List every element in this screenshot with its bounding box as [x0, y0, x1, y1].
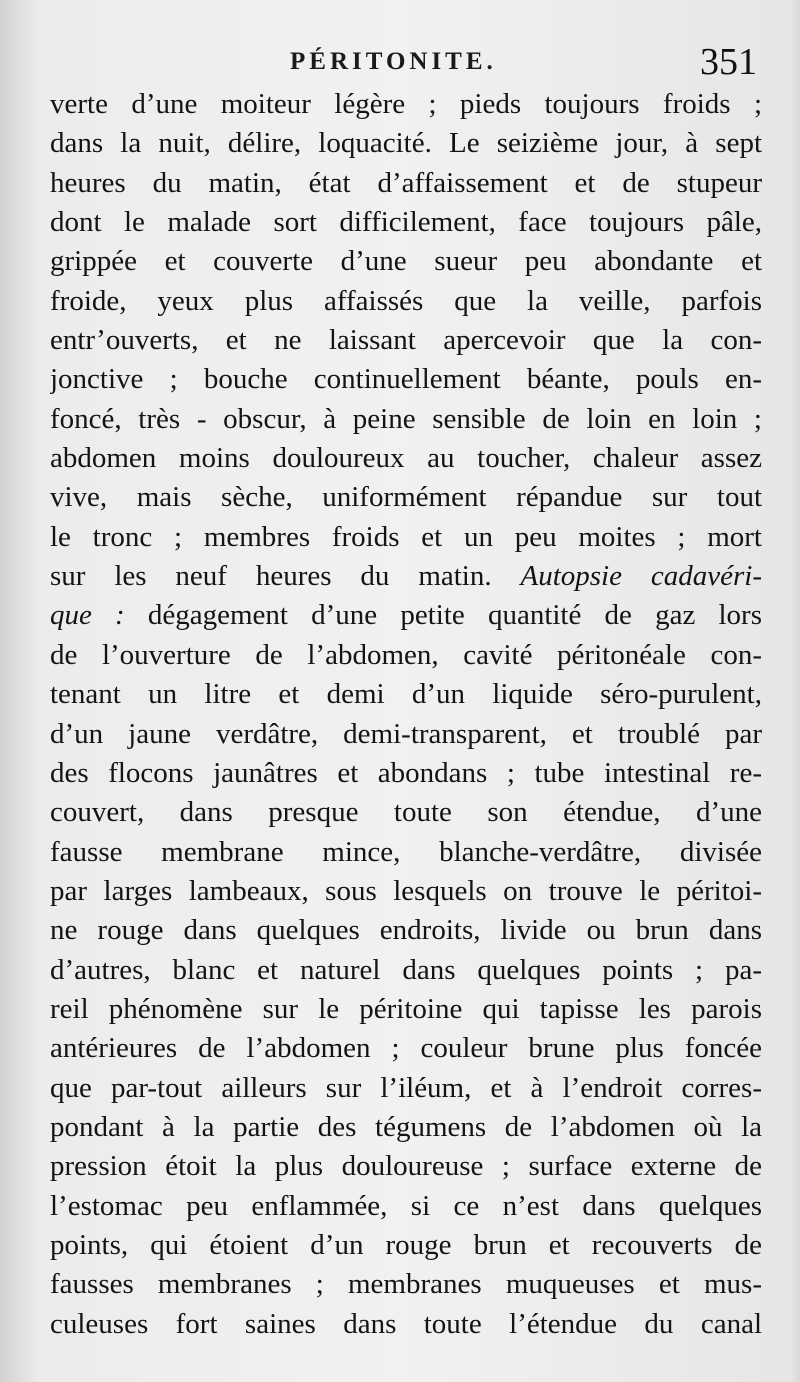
text-line: culeuses fort saines dans toute l’étendue du canal [50, 1307, 762, 1340]
text-line: dans la nuit, délire, loquacité. Le seizième jour, à sept [50, 127, 762, 160]
text-line: points, qui étoient d’un rouge brun et recouverts de [50, 1228, 762, 1261]
text-line: pression étoit la plus douloureuse ; surface externe de [50, 1150, 762, 1183]
text-line: des flocons jaunâtres et abondans ; tube intestinal re- [50, 756, 762, 789]
running-head [0, 40, 800, 90]
text-line [50, 557, 762, 596]
text-line: verte d’une moiteur légère ; pieds toujours froids ; [50, 88, 762, 120]
text-line: couvert, dans presque toute son étendue, d’une [50, 796, 762, 829]
page-number: 351 [700, 41, 757, 83]
text-line: d’un jaune verdâtre, demi-transparent, et troublé par [50, 717, 762, 750]
text-line [50, 596, 762, 635]
text-line: abdomen moins douloureux au toucher, chaleur assez [50, 442, 762, 475]
italic-heading: que : [50, 599, 125, 632]
text-line: jonctive ; bouche continuellement béante, pouls en- [50, 363, 762, 396]
text-line: le tronc ; membres froids et un peu moites ; mort [50, 520, 762, 553]
running-title: PÉRITONITE. [290, 48, 497, 75]
text-line: foncé, très - obscur, à peine sensible de loin en loin ; [50, 402, 762, 435]
text-run: dégagement d’une petite quantité de gaz lors [124, 599, 762, 632]
text-line: tenant un litre et demi d’un liquide séro-purulent, [50, 678, 762, 711]
text-line: reil phénomène sur le péritoine qui tapisse les parois [50, 992, 762, 1025]
text-line: antérieures de l’abdomen ; couleur brune plus foncée [50, 1032, 762, 1065]
body-text [50, 85, 762, 1344]
text-line: vive, mais sèche, uniformément répandue sur tout [50, 481, 762, 514]
text-line: d’autres, blanc et naturel dans quelques points ; pa- [50, 953, 762, 986]
text-line: l’estomac peu enflammée, si ce n’est dans quelques [50, 1189, 762, 1222]
text-line: fausses membranes ; membranes muqueuses et mus- [50, 1268, 762, 1301]
text-line: grippée et couverte d’une sueur peu abondante et [50, 245, 762, 278]
text-line: par larges lambeaux, sous lesquels on trouve le péritoi- [50, 874, 762, 907]
text-line: de l’ouverture de l’abdomen, cavité péritonéale con- [50, 638, 762, 671]
text-line: froide, yeux plus affaissés que la veille, parfois [50, 284, 762, 317]
text-line: ne rouge dans quelques endroits, livide ou brun dans [50, 914, 762, 947]
text-run: sur les neuf heures du matin. [50, 560, 521, 593]
text-line: entr’ouverts, et ne laissant apercevoir que la con- [50, 324, 762, 357]
text-line: fausse membrane mince, blanche-verdâtre, divisée [50, 835, 762, 868]
text-line: pondant à la partie des tégumens de l’abdomen où la [50, 1110, 762, 1143]
text-line: dont le malade sort difficilement, face toujours pâle, [50, 206, 762, 239]
text-line: heures du matin, état d’affaissement et de stupeur [50, 166, 762, 199]
italic-heading: Autopsie cadavéri- [520, 560, 762, 593]
text-line: que par-tout ailleurs sur l’iléum, et à l’endroit corres- [50, 1071, 762, 1104]
